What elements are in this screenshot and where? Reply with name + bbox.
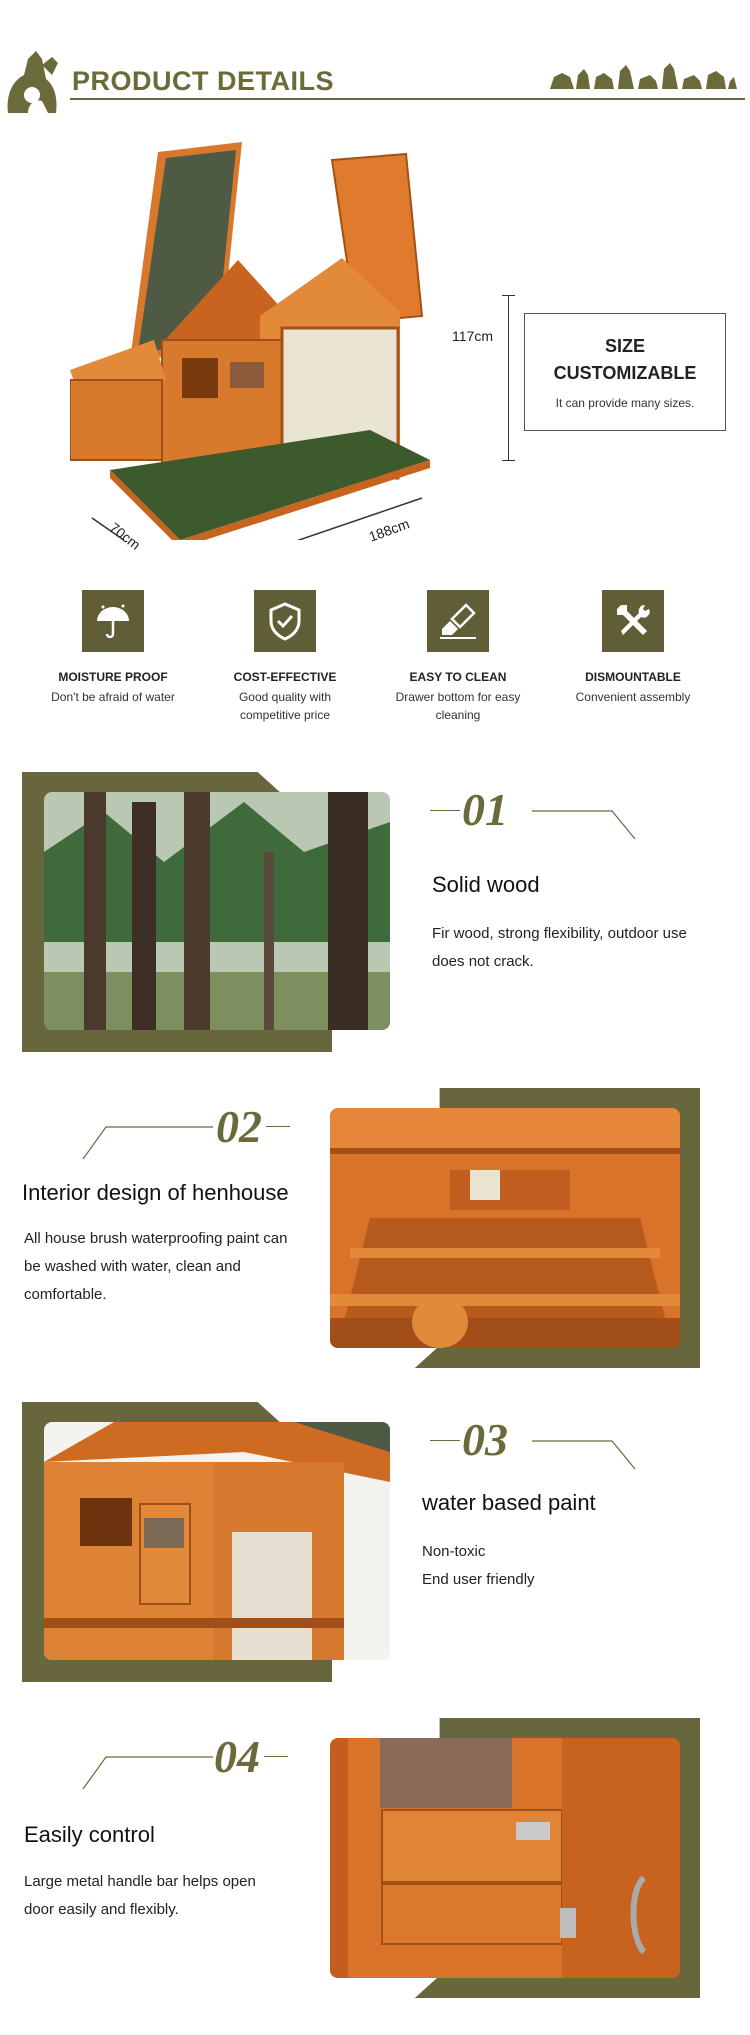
section-04-rule-right [264, 1756, 288, 1757]
section-03-rule [430, 1440, 460, 1441]
feature-cost-effective [200, 590, 370, 724]
feature-moisture-proof [28, 590, 198, 706]
feature-desc: Don't be afraid of water [51, 690, 175, 704]
brush-icon [427, 590, 489, 652]
section-desc: Fir wood, strong flexibility, outdoor use does not crack. [432, 925, 687, 970]
height-tick-top [502, 295, 515, 296]
feature-title: MOISTURE PROOF [58, 670, 168, 684]
depth-label: 70cm [106, 519, 144, 553]
section-number: 01 [462, 784, 508, 835]
page-title: PRODUCT DETAILS [72, 66, 334, 96]
feature-easy-to-clean [373, 590, 543, 724]
section-desc: All house brush waterproofing paint can be washed with water, clean and comfortable. [24, 1230, 288, 1303]
section-04-rule-left [82, 1756, 214, 1790]
feature-title: EASY TO CLEAN [409, 670, 507, 684]
chicken-coop-image [70, 140, 450, 540]
feature-desc: Good quality with competitive price [238, 690, 332, 722]
section-01-rule [430, 810, 460, 811]
feature-desc: Drawer bottom for easy cleaning [395, 690, 521, 722]
section-01-rule-right [532, 810, 636, 840]
forest-photo [44, 792, 390, 1030]
height-tick-bottom [502, 460, 515, 461]
size-box-line2: CUSTOMIZABLE [553, 363, 697, 383]
animal-silhouettes-icon [548, 55, 738, 91]
shield-check-icon [254, 590, 316, 652]
header-divider [70, 98, 745, 100]
width-label: 188cm [366, 515, 412, 545]
section-03-frame-bottom [22, 1660, 332, 1682]
section-03-rule-right [532, 1440, 636, 1470]
feature-title: DISMOUNTABLE [585, 670, 681, 684]
section-02-rule-left [82, 1126, 214, 1160]
door-handle-photo [330, 1738, 680, 1978]
section-02-rule-right [266, 1126, 290, 1127]
section-title: Interior design of henhouse [22, 1180, 289, 1205]
tools-icon [602, 590, 664, 652]
wooden-coop-photo [44, 1422, 390, 1660]
feature-title: COST-EFFECTIVE [233, 670, 337, 684]
feature-dismountable [548, 590, 718, 706]
feature-desc: Convenient assembly [575, 690, 691, 704]
height-label: 117cm [452, 328, 493, 344]
section-title: Easily control [24, 1822, 155, 1847]
size-customizable-box [524, 313, 726, 431]
section-number: 02 [216, 1101, 262, 1152]
section-title: Solid wood [432, 872, 540, 897]
section-title: water based paint [422, 1490, 596, 1515]
section-number: 03 [462, 1414, 508, 1465]
size-box-line3: It can provide many sizes. [555, 396, 695, 410]
pet-logo-icon [2, 35, 64, 115]
section-number: 04 [214, 1731, 260, 1782]
section-desc-line2: End user friendly [422, 1571, 535, 1588]
umbrella-icon [82, 590, 144, 652]
size-box-line1: SIZE [604, 336, 645, 356]
section-desc: Large metal handle bar helps open door easily and flexibly. [24, 1873, 256, 1918]
section-desc-line1: Non-toxic [422, 1543, 486, 1560]
height-dimension-line [508, 295, 509, 460]
section-01-frame-bottom [22, 1030, 332, 1052]
henhouse-interior-photo [330, 1108, 680, 1348]
